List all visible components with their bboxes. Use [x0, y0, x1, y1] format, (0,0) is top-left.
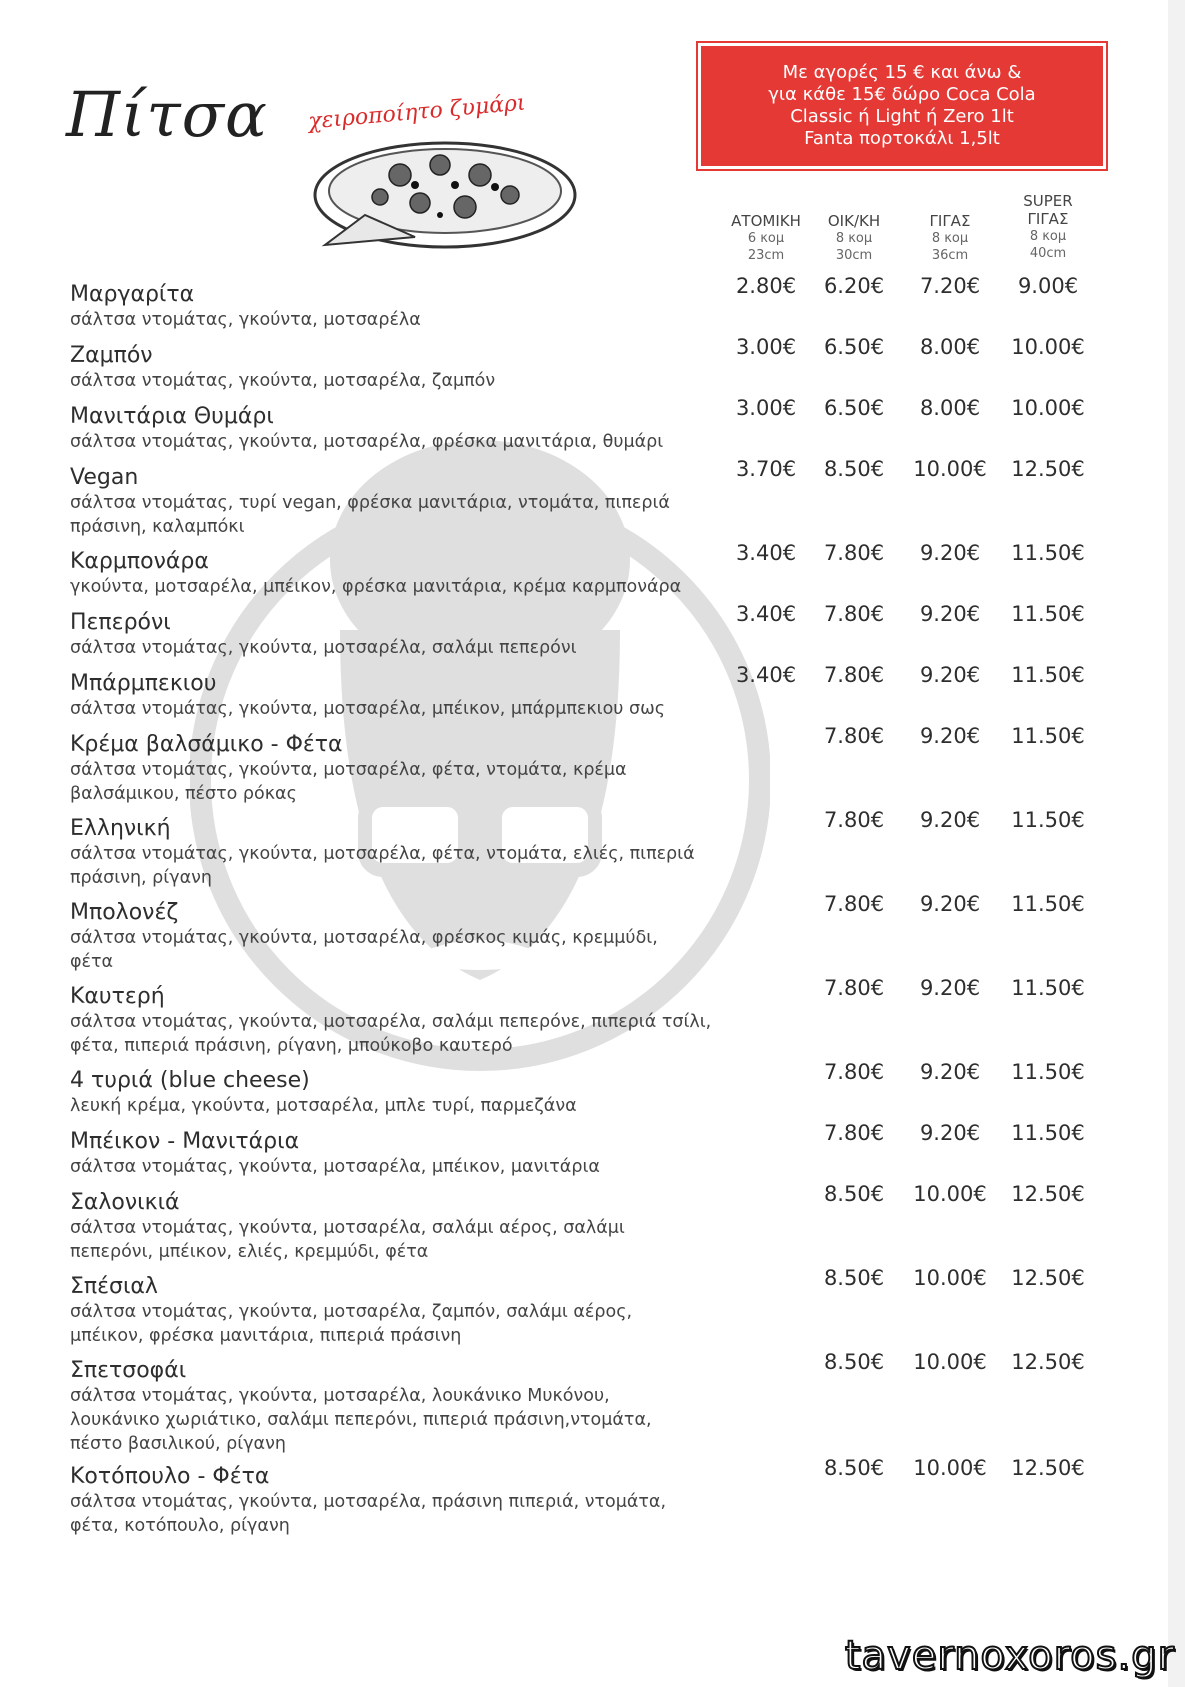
- item-price: 12.50€: [1011, 1182, 1085, 1206]
- size-slices: 8 κομ: [931, 231, 969, 246]
- item-price: 7.80€: [823, 1060, 885, 1084]
- item-name: Καυτερή: [70, 984, 165, 1009]
- size-name: ΑΤΟΜΙΚΗ: [731, 212, 801, 230]
- menu-item: [70, 984, 720, 1058]
- item-price: 3.00€: [735, 335, 797, 359]
- item-price: 6.20€: [823, 274, 885, 298]
- promo-line: Classic ή Light ή Zero 1lt: [790, 106, 1014, 127]
- item-price: 7.80€: [823, 724, 885, 748]
- item-description: γκούντα, μοτσαρέλα, μπέικον, φρέσκα μανιτάρια, κρέμα καρμπονάρα: [70, 577, 682, 597]
- item-price: 8.50€: [823, 457, 885, 481]
- item-price: 8.50€: [823, 1182, 885, 1206]
- item-name: Μπέικον - Μανιτάρια: [70, 1129, 300, 1154]
- item-price: 6.50€: [823, 335, 885, 359]
- item-description: σάλτσα ντομάτας, γκούντα, μοτσαρέλα, σαλάμι αέρος, σαλάμι: [70, 1218, 625, 1238]
- item-price: 7.80€: [823, 808, 885, 832]
- menu-item: [70, 1190, 720, 1264]
- item-name: Μανιτάρια Θυμάρι: [70, 404, 274, 429]
- item-description: σάλτσα ντομάτας, γκούντα, μοτσαρέλα, μπέικον, μπάρμπεκιου σως: [70, 699, 665, 719]
- item-price: 3.00€: [735, 396, 797, 420]
- item-description: πράσινη, καλαμπόκι: [70, 517, 245, 537]
- item-price: 8.50€: [823, 1456, 885, 1480]
- item-description: λευκή κρέμα, γκούντα, μοτσαρέλα, μπλε τυρί, παρμεζάνα: [70, 1096, 577, 1116]
- item-description: σάλτσα ντομάτας, γκούντα, μοτσαρέλα, πράσινη πιπεριά, ντομάτα,: [70, 1492, 667, 1512]
- size-diameter: 40cm: [1029, 246, 1067, 261]
- item-price: 11.50€: [1011, 892, 1085, 916]
- item-price: 11.50€: [1011, 976, 1085, 1000]
- item-price: 10.00€: [913, 1266, 987, 1290]
- item-name: Κρέμα βαλσάμικο - Φέτα: [70, 732, 343, 757]
- item-name: Καρμπονάρα: [70, 549, 209, 574]
- item-price: 10.00€: [913, 1182, 987, 1206]
- item-price: 9.20€: [919, 541, 981, 565]
- item-name: Μπολονέζ: [70, 900, 179, 925]
- promo-line: Fanta πορτοκάλι 1,5lt: [804, 128, 1000, 149]
- menu-item: [70, 1068, 720, 1118]
- item-description: σάλτσα ντομάτας, γκούντα, μοτσαρέλα, φρέσκος κιμάς, κρεμμύδι,: [70, 928, 658, 948]
- menu-item: [70, 732, 720, 806]
- item-name: Μπάρμπεκιου: [70, 671, 217, 696]
- item-price: 7.80€: [823, 892, 885, 916]
- item-price: 10.00€: [913, 1350, 987, 1374]
- item-price: 11.50€: [1011, 541, 1085, 565]
- menu-item: [70, 671, 720, 721]
- item-price: 3.70€: [735, 457, 797, 481]
- item-description: σάλτσα ντομάτας, γκούντα, μοτσαρέλα, μπέικον, μανιτάρια: [70, 1157, 600, 1177]
- size-diameter: 30cm: [835, 248, 873, 263]
- item-description: πράσινη, ρίγανη: [70, 868, 212, 888]
- menu-item: [70, 1464, 720, 1538]
- item-price: 8.50€: [823, 1266, 885, 1290]
- item-price: 9.20€: [919, 724, 981, 748]
- item-price: 7.80€: [823, 976, 885, 1000]
- item-price: 9.20€: [919, 663, 981, 687]
- item-price: 3.40€: [735, 541, 797, 565]
- size-slices: 6 κομ: [747, 231, 785, 246]
- item-price: 12.50€: [1011, 1350, 1085, 1374]
- promo-line: Με αγορές 15 € και άνω &: [782, 62, 1022, 83]
- item-description: φέτα, πιπεριά πράσινη, ρίγανη, μπούκοβο καυτερό: [70, 1036, 513, 1056]
- page-edge: [1168, 0, 1185, 1687]
- item-name: Σπετσοφάι: [70, 1358, 187, 1383]
- item-price: 10.00€: [1011, 396, 1085, 420]
- item-name: Ελληνική: [70, 816, 171, 841]
- size-header-personal: [718, 212, 814, 264]
- item-price: 9.20€: [919, 1121, 981, 1145]
- menu-item: [70, 1129, 720, 1179]
- item-price: 7.80€: [823, 1121, 885, 1145]
- item-name: Μαργαρίτα: [70, 282, 195, 307]
- item-price: 11.50€: [1011, 663, 1085, 687]
- size-slices: 8 κομ: [835, 231, 873, 246]
- item-price: 11.50€: [1011, 724, 1085, 748]
- item-price: 12.50€: [1011, 1266, 1085, 1290]
- item-price: 10.00€: [913, 457, 987, 481]
- item-price: 11.50€: [1011, 1060, 1085, 1084]
- menu-item: [70, 343, 720, 393]
- item-price: 9.00€: [1017, 274, 1079, 298]
- item-description: σάλτσα ντομάτας, γκούντα, μοτσαρέλα, ζαμπόν, σαλάμι αέρος,: [70, 1302, 633, 1322]
- menu-item: [70, 549, 720, 599]
- handmade-dough-subtitle: χειροποίητο ζυμάρι: [307, 90, 527, 135]
- item-price: 9.20€: [919, 892, 981, 916]
- item-price: 7.20€: [919, 274, 981, 298]
- pizza-illustration-icon: [305, 125, 585, 265]
- menu-item: [70, 816, 720, 890]
- size-name: ΓΙΓΑΣ: [929, 212, 971, 230]
- size-name: ΟΙΚ/ΚΗ: [827, 212, 881, 230]
- item-description: σάλτσα ντομάτας, γκούντα, μοτσαρέλα, φέτα, ντομάτα, κρέμα: [70, 760, 627, 780]
- item-price: 7.80€: [823, 602, 885, 626]
- item-name: Πεπερόνι: [70, 610, 171, 635]
- menu-item: [70, 1274, 720, 1348]
- item-price: 8.00€: [919, 335, 981, 359]
- item-price: 8.50€: [823, 1350, 885, 1374]
- item-price: 8.00€: [919, 396, 981, 420]
- item-price: 9.20€: [919, 808, 981, 832]
- size-slices: 8 κομ: [1029, 229, 1067, 244]
- item-price: 12.50€: [1011, 1456, 1085, 1480]
- menu-item: [70, 465, 720, 539]
- menu-item: [70, 282, 720, 332]
- item-price: 9.20€: [919, 976, 981, 1000]
- menu-item: [70, 1358, 720, 1456]
- item-name: Σπέσιαλ: [70, 1274, 158, 1299]
- item-price: 7.80€: [823, 663, 885, 687]
- item-price: 10.00€: [913, 1456, 987, 1480]
- size-name: ΓΙΓΑΣ: [1027, 210, 1069, 228]
- item-description: σάλτσα ντομάτας, γκούντα, μοτσαρέλα, φέτα, ντομάτα, ελιές, πιπεριά: [70, 844, 695, 864]
- item-name: 4 τυριά (blue cheese): [70, 1068, 310, 1093]
- item-description: σάλτσα ντομάτας, γκούντα, μοτσαρέλα, λουκάνικο Μυκόνου,: [70, 1386, 610, 1406]
- item-price: 7.80€: [823, 541, 885, 565]
- promo-line: για κάθε 15€ δώρο Coca Cola: [768, 84, 1036, 105]
- item-price: 11.50€: [1011, 602, 1085, 626]
- item-name: Κοτόπουλο - Φέτα: [70, 1464, 270, 1489]
- menu-item: [70, 900, 720, 974]
- item-description: λουκάνικο χωριάτικο, σαλάμι πεπερόνι, πιπεριά πράσινη,ντομάτα,: [70, 1410, 652, 1430]
- item-price: 11.50€: [1011, 808, 1085, 832]
- item-price: 11.50€: [1011, 1121, 1085, 1145]
- item-price: 9.20€: [919, 602, 981, 626]
- item-description: φέτα: [70, 952, 114, 972]
- item-description: πέστο βασιλικού, ρίγανη: [70, 1434, 286, 1454]
- promo-banner: [698, 43, 1106, 169]
- item-description: μπέικον, φρέσκα μανιτάρια, πιπεριά πράσινη: [70, 1326, 462, 1346]
- item-description: σάλτσα ντομάτας, γκούντα, μοτσαρέλα, σαλάμι πεπερόνε, πιπεριά τσίλι,: [70, 1012, 712, 1032]
- size-header-super-giant: [1000, 192, 1096, 262]
- footer-url: tavernoxoros.gr: [844, 1633, 1175, 1679]
- item-description: φέτα, κοτόπουλο, ρίγανη: [70, 1516, 290, 1536]
- item-description: σάλτσα ντομάτας, τυρί vegan, φρέσκα μανιτάρια, ντομάτα, πιπεριά: [70, 493, 670, 513]
- item-price: 9.20€: [919, 1060, 981, 1084]
- item-description: σάλτσα ντομάτας, γκούντα, μοτσαρέλα, σαλάμι πεπερόνι: [70, 638, 577, 658]
- item-price: 10.00€: [1011, 335, 1085, 359]
- page-title: Πίτσα: [66, 78, 268, 151]
- size-header-giant: [902, 212, 998, 264]
- item-name: Vegan: [70, 465, 139, 490]
- menu-item: [70, 610, 720, 660]
- item-description: σάλτσα ντομάτας, γκούντα, μοτσαρέλα: [70, 310, 421, 330]
- item-price: 12.50€: [1011, 457, 1085, 481]
- size-header-family: [806, 212, 902, 264]
- item-name: Ζαμπόν: [70, 343, 153, 368]
- item-description: σάλτσα ντομάτας, γκούντα, μοτσαρέλα, φρέσκα μανιτάρια, θυμάρι: [70, 432, 664, 452]
- item-price: 2.80€: [735, 274, 797, 298]
- size-prefix: SUPER: [1023, 192, 1073, 210]
- item-price: 6.50€: [823, 396, 885, 420]
- item-description: βαλσάμικου, πέστο ρόκας: [70, 784, 297, 804]
- menu-item: [70, 404, 720, 454]
- item-description: πεπερόνι, μπέικον, ελιές, κρεμμύδι, φέτα: [70, 1242, 429, 1262]
- item-description: σάλτσα ντομάτας, γκούντα, μοτσαρέλα, ζαμπόν: [70, 371, 496, 391]
- size-diameter: 23cm: [747, 248, 785, 263]
- item-price: 3.40€: [735, 663, 797, 687]
- item-name: Σαλονικιά: [70, 1190, 180, 1215]
- size-diameter: 36cm: [931, 248, 969, 263]
- item-price: 3.40€: [735, 602, 797, 626]
